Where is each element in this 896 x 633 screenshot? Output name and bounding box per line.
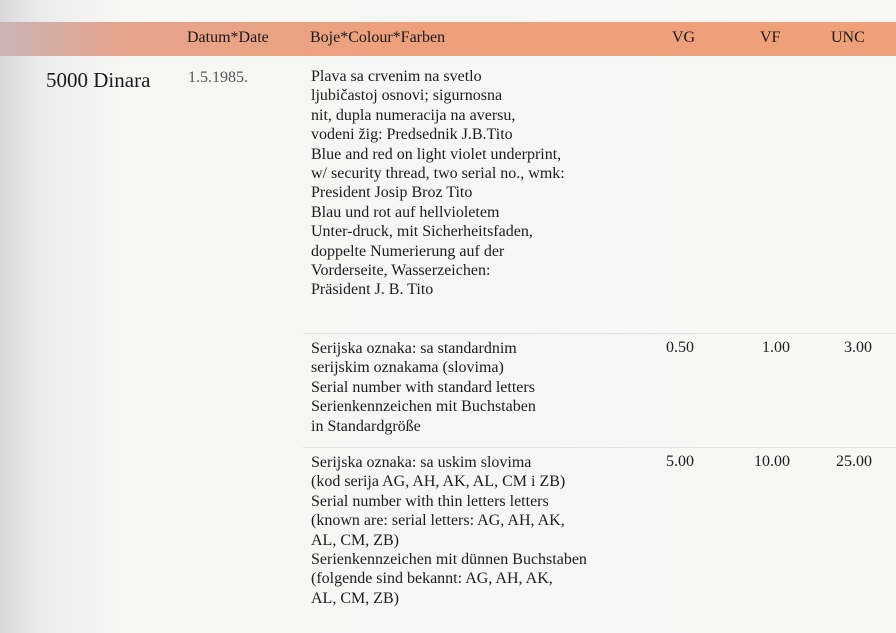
variety-description: Serijska oznaka: sa standardnim serijskim oznakama (slovima) Serial number with standard letters Serienkennzeichen mit Buchstaben in Standardgröße [311,340,536,435]
price-unc: 3.00 [844,339,872,356]
issue-date: 1.5.1985. [188,69,248,86]
price-vg: 0.50 [666,339,694,356]
row-divider [303,447,896,448]
denomination: 5000 Dinara [46,68,151,92]
price-vf: 1.00 [762,339,790,356]
variety-description: Serijska oznaka: sa uskim slovima (kod serija AG, AH, AK, AL, CM i ZB) Serial number with thin letters letters (known are: serial letters: AG, AH, AK, AL, CM, ZB) Serienkennzeichen mit dünnen Buchstaben (folgende sind bekannt: AG, AH, AK, AL, CM, ZB) [311,454,587,607]
table-header [0,22,896,56]
price-vg: 5.00 [666,453,694,470]
header-vg: VG [672,29,696,46]
header-colour: Boje*Colour*Farben [310,29,446,46]
price-vf: 10.00 [754,453,790,470]
header-unc: UNC [831,29,865,46]
header-vf: VF [760,29,781,46]
colour-description: Plava sa crvenim na svetlo ljubičastoj osnovi; sigurnosna nit, dupla numeracija na aversu, vodeni žig: Predsednik J.B.Tito Blue and red on light violet underprint, w/ security thread, two serial no., wmk: President Josip Broz Tito Blau und rot auf hellvioletem Unter-druck, mit Sicherheitsfaden, doppelte Numerierung auf der Vorderseite, Wasserzeichen: Präsident J. B. Tito [311,68,565,299]
header-date: Datum*Date [187,29,269,46]
price-unc: 25.00 [836,453,872,470]
row-divider [303,333,896,334]
